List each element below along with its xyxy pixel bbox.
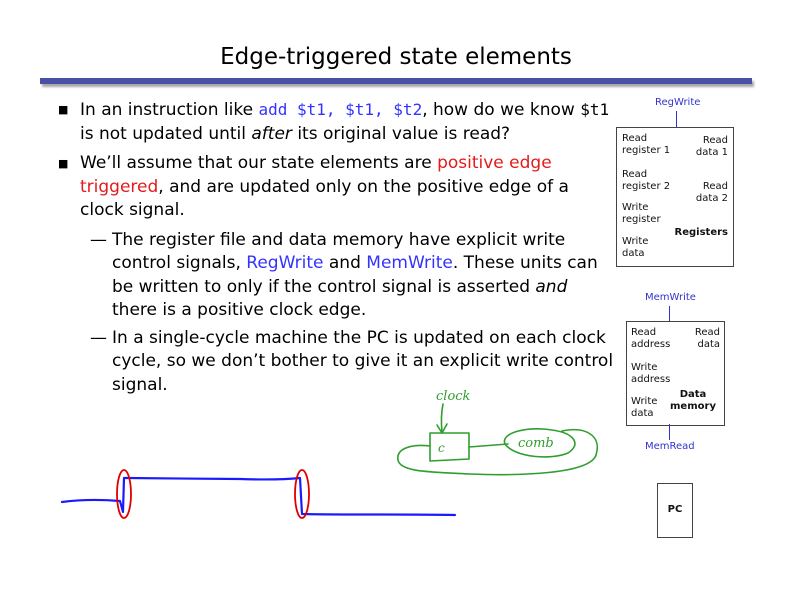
code-add: add $t1, $t1, $t2 [258, 100, 423, 119]
sub-bullet-1: — The register file and data memory have explicit write control signals, RegWrite and MemWrite. These units can be written to only if the control signal is asserted and there is a positive clock edge. [90, 229, 598, 320]
dash-icon: — [90, 327, 107, 348]
clock-waveform [62, 478, 455, 515]
memwrite-label: MemWrite [645, 292, 696, 303]
wire-sketch [469, 444, 508, 447]
clock-arrow [441, 404, 443, 432]
dash-icon: — [90, 229, 107, 250]
square-bullet-icon: ■ [58, 103, 69, 116]
slide-title: Edge-triggered state elements [220, 44, 572, 70]
pc-box: PC [657, 483, 693, 538]
positive-edge-highlight: positive edge triggered [80, 153, 552, 197]
feedback-loop-sketch [398, 430, 597, 475]
data-memory-box: Read address Write address Write data Read data Data memory [626, 321, 725, 426]
regwrite-highlight: RegWrite [246, 253, 324, 273]
code-t1: $t1 [580, 100, 610, 119]
square-bullet-icon: ■ [58, 157, 69, 170]
register-file-box: Read register 1 Read register 2 Write register Write data Read data 1 Read data 2 Registers [616, 127, 734, 267]
regwrite-label: RegWrite [655, 97, 701, 108]
bullet-1: ■ In an instruction like add $t1, $t1, $t2, how do we know $t1 is not updated until after its original value is read? [58, 100, 610, 144]
clock-scribble: clock [436, 389, 471, 404]
comb-scribble: comb [518, 436, 554, 451]
state-box-sketch [430, 433, 469, 461]
sub-bullet-2: — In a single-cycle machine the PC is updated on each clock cycle, so we don’t bother to give it an explicit write control signal. [90, 327, 614, 395]
memread-label: MemRead [645, 441, 695, 452]
bullet-2: ■ We’ll assume that our state elements are positive edge triggered, and are updated only on the positive edge of a clock signal. [58, 153, 569, 220]
register-sketch [398, 404, 597, 475]
registers-name: Registers [674, 227, 728, 238]
c-scribble: c [438, 441, 445, 455]
memwrite-highlight: MemWrite [366, 253, 453, 273]
data-memory-name: Data memory [670, 389, 716, 412]
